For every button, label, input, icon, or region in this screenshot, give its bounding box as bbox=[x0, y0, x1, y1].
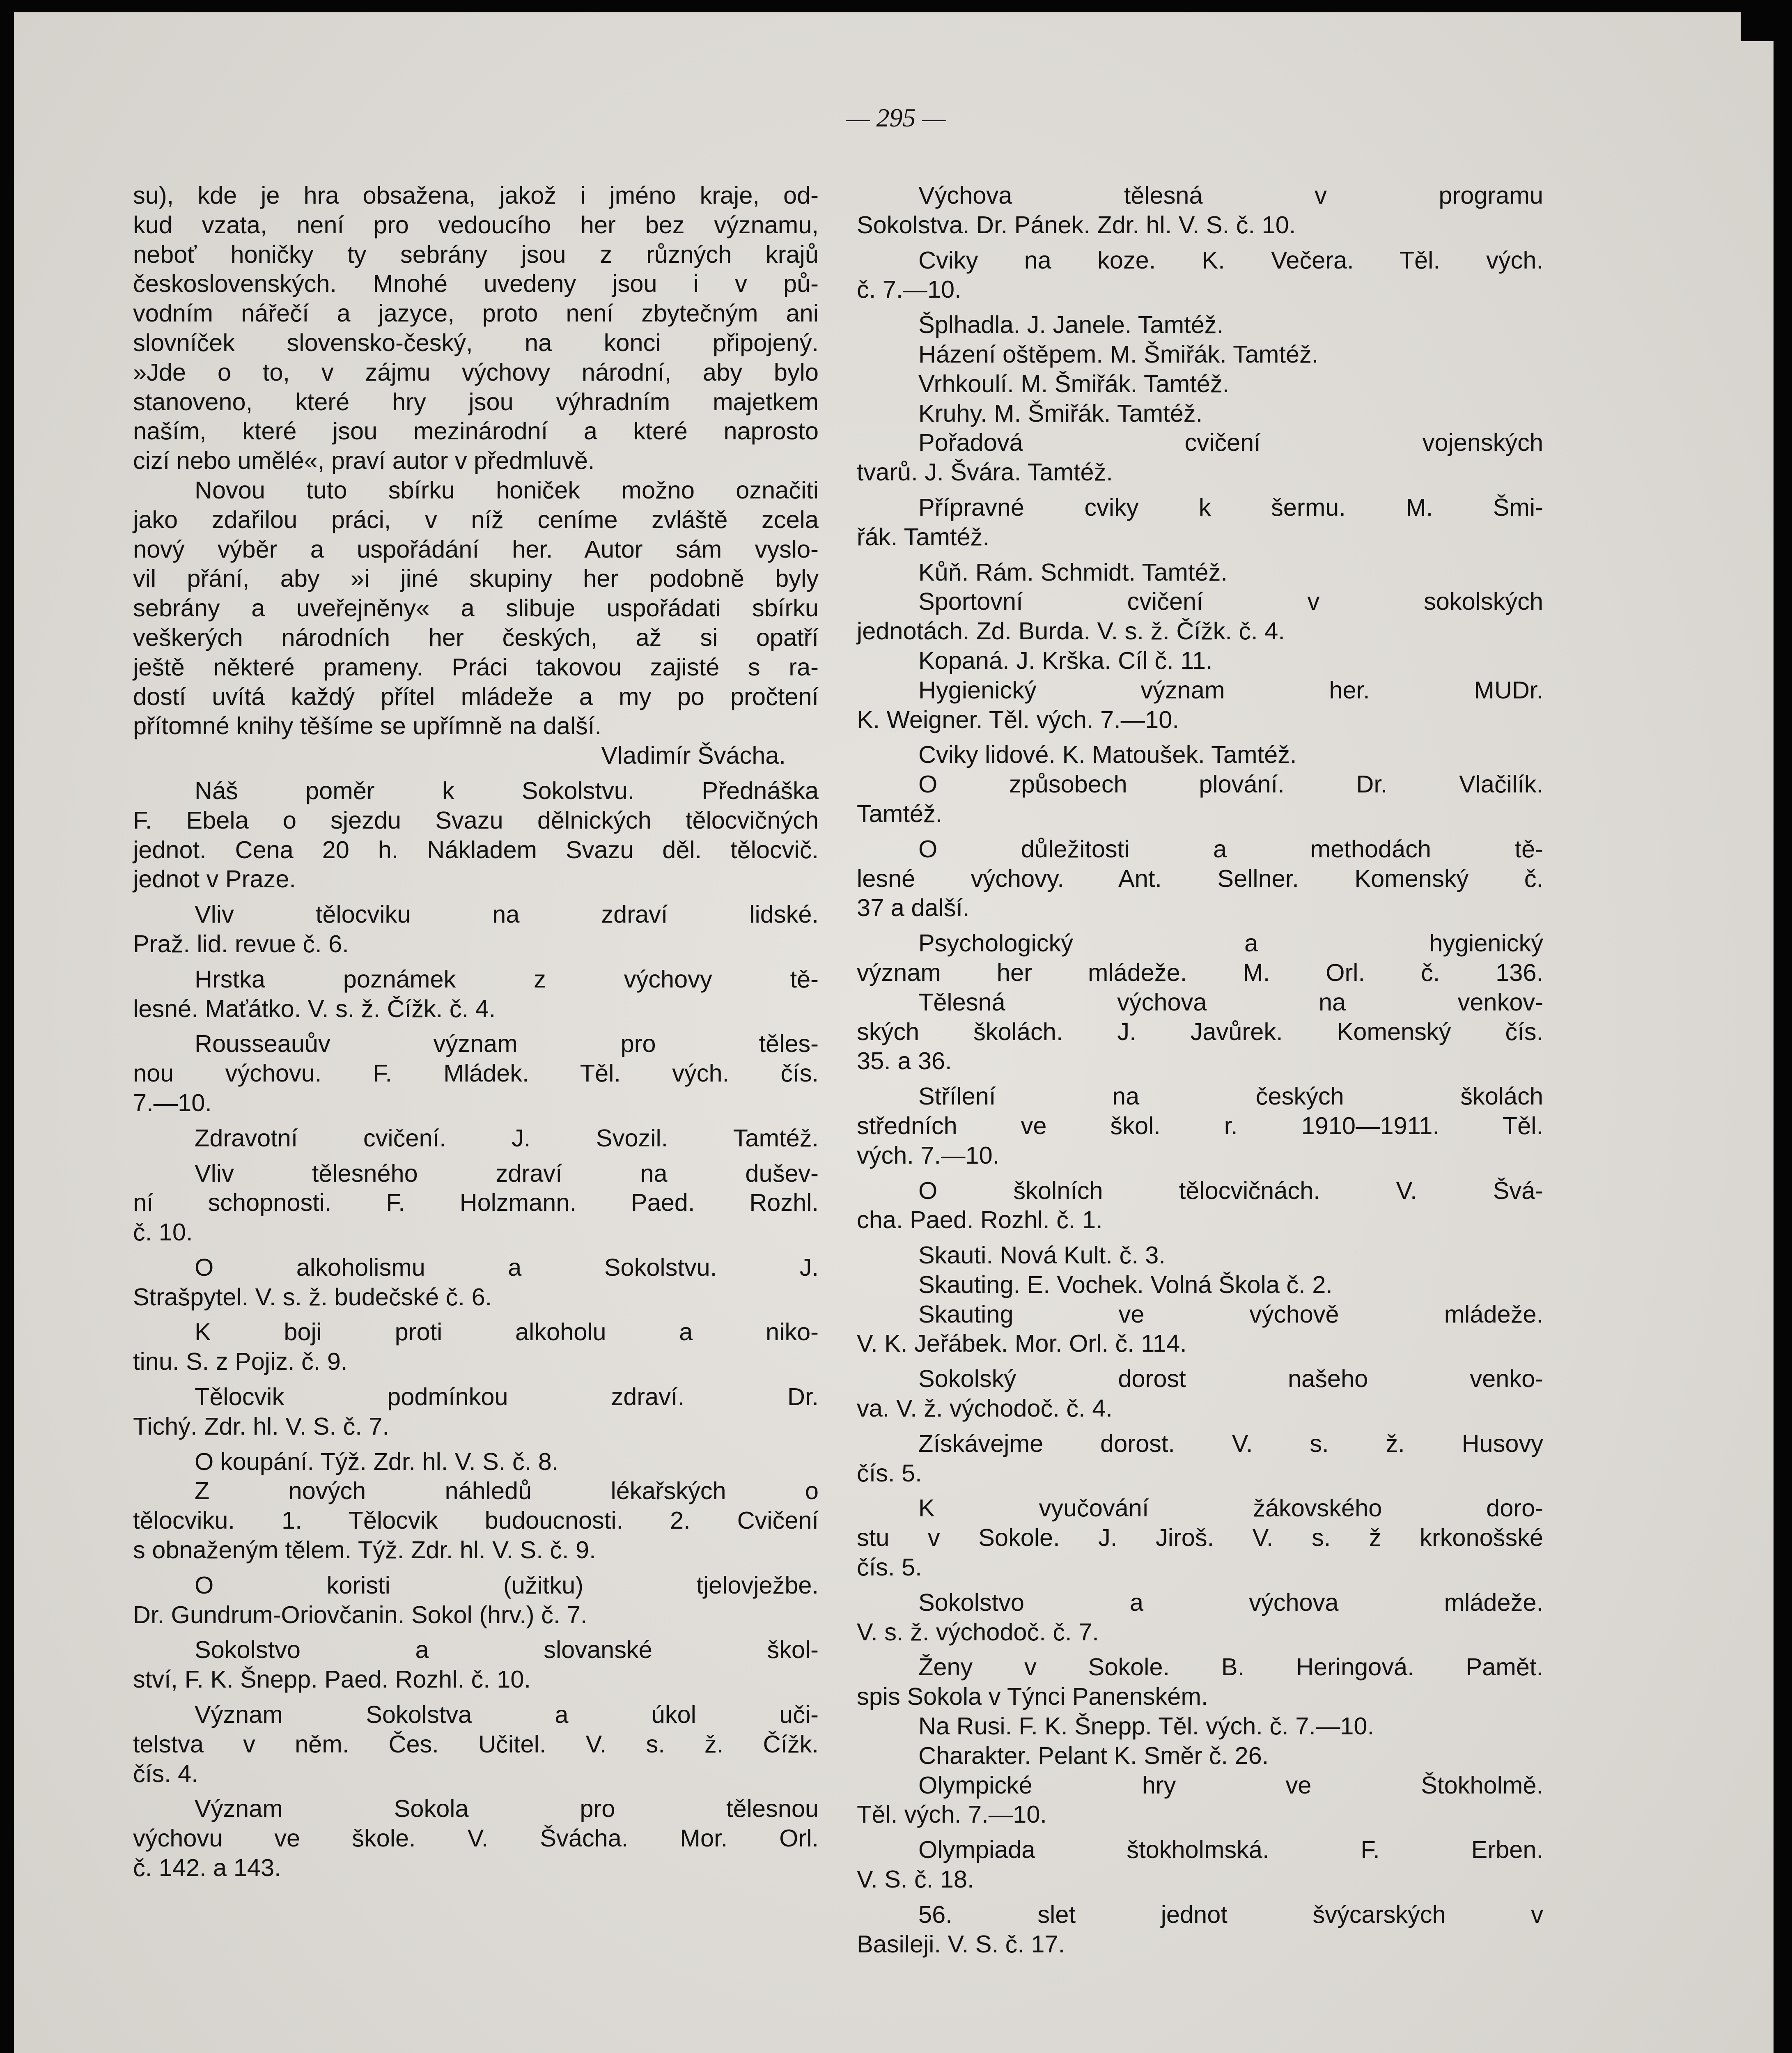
left-column-text-line: telstva v něm. Čes. Učitel. V. s. ž. Čížk. bbox=[133, 1730, 819, 1758]
left-column bbox=[133, 181, 819, 1883]
paragraph-gap bbox=[133, 1118, 819, 1123]
right-column-text-line: Sportovní cvičení v sokolských bbox=[918, 588, 1543, 615]
right-column-text-line: řák. Tamtéž. bbox=[857, 523, 989, 551]
left-column-text-line: č. 10. bbox=[133, 1218, 193, 1246]
right-column-text-line: lesné výchovy. Ant. Sellner. Komenský č. bbox=[857, 864, 1543, 892]
left-column-text-line: veškerých národních her českých, až si opatří bbox=[133, 623, 819, 651]
right-column-text-line: čís. 5. bbox=[857, 1553, 922, 1581]
right-column-text-line: Těl. vých. 7.—10. bbox=[857, 1800, 1047, 1828]
right-column-text-line: jednotách. Zd. Burda. V. s. ž. Čížk. č. 4. bbox=[857, 617, 1285, 645]
left-column-text-line: O koupání. Týž. Zdr. hl. V. S. č. 8. bbox=[195, 1447, 559, 1475]
left-column-text-line: jednot v Praze. bbox=[133, 865, 296, 893]
paragraph-gap bbox=[857, 734, 1543, 740]
paragraph-gap bbox=[857, 1582, 1543, 1588]
left-column-text-line: »Jde o to, v zájmu výchovy národní, aby bylo bbox=[133, 358, 819, 386]
right-column-text-line: Na Rusi. F. K. Šnepp. Těl. vých. č. 7.—10. bbox=[918, 1712, 1374, 1740]
right-column-text-line: Pořadová cvičení vojenských bbox=[918, 429, 1543, 457]
left-column-text-line: Strašpytel. V. s. ž. budečské č. 6. bbox=[133, 1283, 492, 1311]
right-column-text-line: Cviky lidové. K. Matoušek. Tamtéž. bbox=[918, 741, 1297, 769]
left-column-text-line: ještě některé prameny. Práci takovou zajisté s ra- bbox=[133, 653, 819, 681]
right-column-text-line: Kopaná. J. Krška. Cíl č. 11. bbox=[918, 646, 1213, 674]
left-column-text-line: výchovu ve škole. V. Švácha. Mor. Orl. bbox=[133, 1824, 819, 1852]
paragraph-gap bbox=[857, 240, 1543, 246]
right-column-text-line: 35. a 36. bbox=[857, 1047, 952, 1075]
paragraph-gap bbox=[857, 1488, 1543, 1493]
left-column-text-line: kud vzata, není pro vedoucího her bez významu, bbox=[133, 211, 819, 239]
left-column-text-line: tinu. S. z Pojiz. č. 9. bbox=[133, 1348, 348, 1376]
left-column-text-line: nový výběr a uspořádání her. Autor sám vyslo- bbox=[133, 535, 819, 563]
left-column-text-line: Hrstka poznámek z výchovy tě- bbox=[195, 965, 819, 993]
paragraph-gap bbox=[133, 1441, 819, 1447]
paragraph-gap bbox=[857, 1076, 1543, 1082]
right-column-text-line: čís. 5. bbox=[857, 1459, 922, 1487]
right-column-text-line: Tamtéž. bbox=[857, 799, 943, 827]
left-column-text-line: neboť honičky ty sebrány jsou z různých krajů bbox=[133, 240, 819, 268]
left-column-text-line: 7.—10. bbox=[133, 1089, 212, 1116]
left-column-text-line: slovníček slovensko-český, na konci připojený. bbox=[133, 328, 819, 356]
paragraph-gap bbox=[133, 1247, 819, 1253]
left-column-text-line: Tichý. Zdr. hl. V. S. č. 7. bbox=[133, 1412, 389, 1440]
right-column-text-line: Šplhadla. J. Janele. Tamtéž. bbox=[918, 311, 1224, 339]
right-column-text-line: V. s. ž. východoč. č. 7. bbox=[857, 1618, 1099, 1646]
left-column-text-line: č. 142. a 143. bbox=[133, 1854, 281, 1882]
left-column-text-line: Tělocvik podmínkou zdraví. Dr. bbox=[195, 1383, 819, 1411]
paragraph-gap bbox=[857, 552, 1543, 558]
left-column-text-line: Sokolstvo a slovanské škol- bbox=[195, 1636, 819, 1664]
paragraph-gap bbox=[857, 1235, 1543, 1240]
left-column-text-line: Vliv tělesného zdraví na dušev- bbox=[195, 1159, 819, 1187]
left-column-text-line: Rousseauův význam pro těles- bbox=[195, 1030, 819, 1058]
right-column-text-line: Skauting. E. Vochek. Volná Škola č. 2. bbox=[918, 1270, 1333, 1298]
paragraph-gap bbox=[133, 1311, 819, 1317]
paragraph-gap bbox=[857, 829, 1543, 834]
left-column-text-line: O koristi (užitku) tjelovježbe. bbox=[195, 1571, 819, 1599]
right-column-text-line: V. S. č. 18. bbox=[857, 1865, 974, 1893]
right-column-text-line: Cviky na koze. K. Večera. Těl. vých. bbox=[918, 246, 1543, 274]
right-column-text-line: Olympické hry ve Štokholmě. bbox=[918, 1771, 1543, 1799]
right-column-text-line: Olympiada štokholmská. F. Erben. bbox=[918, 1836, 1543, 1864]
right-column-text-line: Vrhkoulí. M. Šmiřák. Tamtéž. bbox=[918, 370, 1230, 397]
right-column-text-line: Skauting ve výchově mládeže. bbox=[918, 1300, 1543, 1328]
left-column-text-line: Vliv tělocviku na zdraví lidské. bbox=[195, 900, 819, 928]
right-column-text-line: vých. 7.—10. bbox=[857, 1141, 1000, 1169]
left-column-text-line: tělocviku. 1. Tělocvik budoucnosti. 2. Cvičení bbox=[133, 1506, 819, 1534]
right-column-text-line: O způsobech plování. Dr. Vlačilík. bbox=[918, 770, 1543, 798]
right-column-text-line: K. Weigner. Těl. vých. 7.—10. bbox=[857, 705, 1179, 733]
left-column-text-line: ství, F. K. Šnepp. Paed. Rozhl. č. 10. bbox=[133, 1665, 531, 1693]
paragraph-gap bbox=[133, 1376, 819, 1382]
scan-corner bbox=[1741, 12, 1778, 41]
right-column-text-line: Kůň. Rám. Schmidt. Tamtéž. bbox=[918, 558, 1228, 586]
right-column-text-line: O důležitosti a methodách tě- bbox=[918, 835, 1543, 863]
left-column-text-line: Význam Sokola pro tělesnou bbox=[195, 1795, 819, 1823]
left-column-text-line: nou výchovu. F. Mládek. Těl. vých. čís. bbox=[133, 1059, 819, 1087]
paragraph-gap bbox=[857, 1423, 1543, 1429]
paragraph-gap bbox=[857, 1647, 1543, 1652]
right-column-text-line: V. K. Jeřábek. Mor. Orl. č. 114. bbox=[857, 1330, 1187, 1357]
left-column-text-line: stanoveno, které hry jsou výhradním majetkem bbox=[133, 388, 819, 416]
right-column-text-line: Získávejme dorost. V. s. ž. Husovy bbox=[918, 1429, 1543, 1457]
right-column-text-line: ských školách. J. Javůrek. Komenský čís. bbox=[857, 1017, 1543, 1045]
left-column-text-line: československých. Mnohé uvedeny jsou i v pů- bbox=[133, 270, 819, 298]
right-column-text-line: Přípravné cviky k šermu. M. Šmi- bbox=[918, 493, 1543, 521]
left-column-text-line: Význam Sokolstva a úkol uči- bbox=[195, 1701, 819, 1729]
paragraph-gap bbox=[857, 1170, 1543, 1176]
paragraph-gap bbox=[133, 770, 819, 776]
right-column-text-line: 37 a další. bbox=[857, 894, 970, 922]
right-column-text-line: Střílení na českých školách bbox=[918, 1082, 1543, 1110]
paragraph-gap bbox=[133, 1023, 819, 1029]
left-column-text-line: su), kde je hra obsažena, jakož i jméno kraje, od- bbox=[133, 181, 819, 209]
paragraph-gap bbox=[857, 1829, 1543, 1835]
paragraph-gap bbox=[857, 1358, 1543, 1364]
right-column-text-line: Tělesná výchova na venkov- bbox=[918, 988, 1543, 1016]
right-column-text-line: spis Sokola v Týnci Panenském. bbox=[857, 1683, 1208, 1711]
left-column-text-line: jednot. Cena 20 h. Nákladem Svazu děl. tělocvič. bbox=[133, 836, 819, 863]
right-column-text-line: K vyučování žákovského doro- bbox=[918, 1494, 1543, 1522]
paragraph-gap bbox=[133, 1629, 819, 1635]
right-column-text-line: Sokolský dorost našeho venko- bbox=[918, 1365, 1543, 1393]
paragraph-gap bbox=[133, 1153, 819, 1159]
left-column-text-line: vodním nářečí a jazyce, proto není zbytečným ani bbox=[133, 299, 819, 327]
right-column-text-line: stu v Sokole. J. Jiroš. V. s. ž krkonošské bbox=[857, 1524, 1543, 1552]
left-column-text-line: Novou tuto sbírku honiček možno označiti bbox=[195, 476, 819, 504]
left-column-text-line: vil přání, aby »i jiné skupiny her podobně byly bbox=[133, 565, 819, 592]
paragraph-gap bbox=[133, 1694, 819, 1700]
right-column-text-line: cha. Paed. Rozhl. č. 1. bbox=[857, 1206, 1103, 1234]
left-column-text-line: K boji proti alkoholu a niko- bbox=[195, 1318, 819, 1346]
left-column-text-line: lesné. Maťátko. V. s. ž. Čížk. č. 4. bbox=[133, 994, 496, 1022]
paragraph-gap bbox=[857, 1894, 1543, 1900]
right-column-text-line: Házení oštěpem. M. Šmiřák. Tamtéž. bbox=[918, 340, 1319, 368]
left-column-text-line: ní schopnosti. F. Holzmann. Paed. Rozhl. bbox=[133, 1189, 819, 1217]
right-column-text-line: č. 7.—10. bbox=[857, 276, 961, 303]
right-column-text-line: středních ve škol. r. 1910—1911. Těl. bbox=[857, 1111, 1543, 1139]
right-column-text-line: Charakter. Pelant K. Směr č. 26. bbox=[918, 1741, 1269, 1769]
paragraph-gap bbox=[133, 894, 819, 900]
left-column-text-line: F. Ebela o sjezdu Svazu dělnických tělocvičných bbox=[133, 806, 819, 834]
paragraph-gap bbox=[133, 959, 819, 964]
right-column-text-line: Sokolstva. Dr. Pánek. Zdr. hl. V. S. č. 10. bbox=[857, 211, 1296, 239]
right-column-text-line: 56. slet jednot švýcarských v bbox=[918, 1900, 1543, 1928]
left-column-text-line: naším, které jsou mezinárodní a které naprosto bbox=[133, 417, 819, 445]
right-column-text-line: Psychologický a hygienický bbox=[918, 929, 1543, 957]
right-column-text-line: va. V. ž. východoč. č. 4. bbox=[857, 1394, 1113, 1422]
left-column-text-line: Zdravotní cvičení. J. Svozil. Tamtéž. bbox=[195, 1124, 819, 1152]
paragraph-gap bbox=[857, 304, 1543, 310]
left-column-text-line: dostí uvítá každý přítel mládeže a my po pročtení bbox=[133, 682, 819, 710]
left-column-text-line: Dr. Gundrum-Oriovčanin. Sokol (hrv.) č. 7. bbox=[133, 1601, 587, 1628]
left-column-text-line: s obnaženým tělem. Týž. Zdr. hl. V. S. č. 9. bbox=[133, 1536, 596, 1564]
paragraph-gap bbox=[857, 487, 1543, 493]
right-column-text-line: tvarů. J. Švára. Tamtéž. bbox=[857, 458, 1113, 486]
left-column-text-line: sebrány a uveřejněny« a slibuje uspořádati sbírku bbox=[133, 594, 819, 622]
right-column-text-line: Kruhy. M. Šmiřák. Tamtéž. bbox=[918, 399, 1203, 427]
paragraph-gap bbox=[133, 1565, 819, 1571]
left-column-text-line: čís. 4. bbox=[133, 1759, 198, 1787]
right-column-text-line: význam her mládeže. M. Orl. č. 136. bbox=[857, 958, 1543, 986]
left-column-text-line: Praž. lid. revue č. 6. bbox=[133, 930, 349, 958]
paragraph-gap bbox=[857, 923, 1543, 928]
left-column-text-line: O alkoholismu a Sokolstvu. J. bbox=[195, 1253, 819, 1281]
left-column-text-line: Z nových náhledů lékařských o bbox=[195, 1477, 819, 1505]
right-column bbox=[857, 181, 1543, 1959]
right-column-text-line: O školních tělocvičnách. V. Švá- bbox=[918, 1176, 1543, 1204]
left-column-text-line: Náš poměr k Sokolstvu. Přednáška bbox=[195, 776, 819, 804]
left-column-text-line: Vladimír Švácha. bbox=[601, 742, 786, 769]
right-column-text-line: Skauti. Nová Kult. č. 3. bbox=[918, 1241, 1166, 1269]
paragraph-gap bbox=[133, 1788, 819, 1794]
left-column-text-line: cizí nebo umělé«, praví autor v předmluvě. bbox=[133, 447, 595, 475]
right-column-text-line: Sokolstvo a výchova mládeže. bbox=[918, 1588, 1543, 1616]
left-column-text-line: jako zdařilou práci, v níž ceníme zvláště zcela bbox=[133, 505, 819, 533]
right-column-text-line: Hygienický význam her. MUDr. bbox=[918, 676, 1543, 704]
right-column-text-line: Výchova tělesná v programu bbox=[918, 181, 1543, 209]
right-column-text-line: Basileji. V. S. č. 17. bbox=[857, 1930, 1065, 1958]
page-number: — 295 — bbox=[846, 103, 946, 132]
right-column-text-line: Ženy v Sokole. B. Heringová. Pamět. bbox=[918, 1653, 1543, 1681]
left-column-text-line: přítomné knihy těšíme se upřímně na další. bbox=[133, 712, 601, 740]
